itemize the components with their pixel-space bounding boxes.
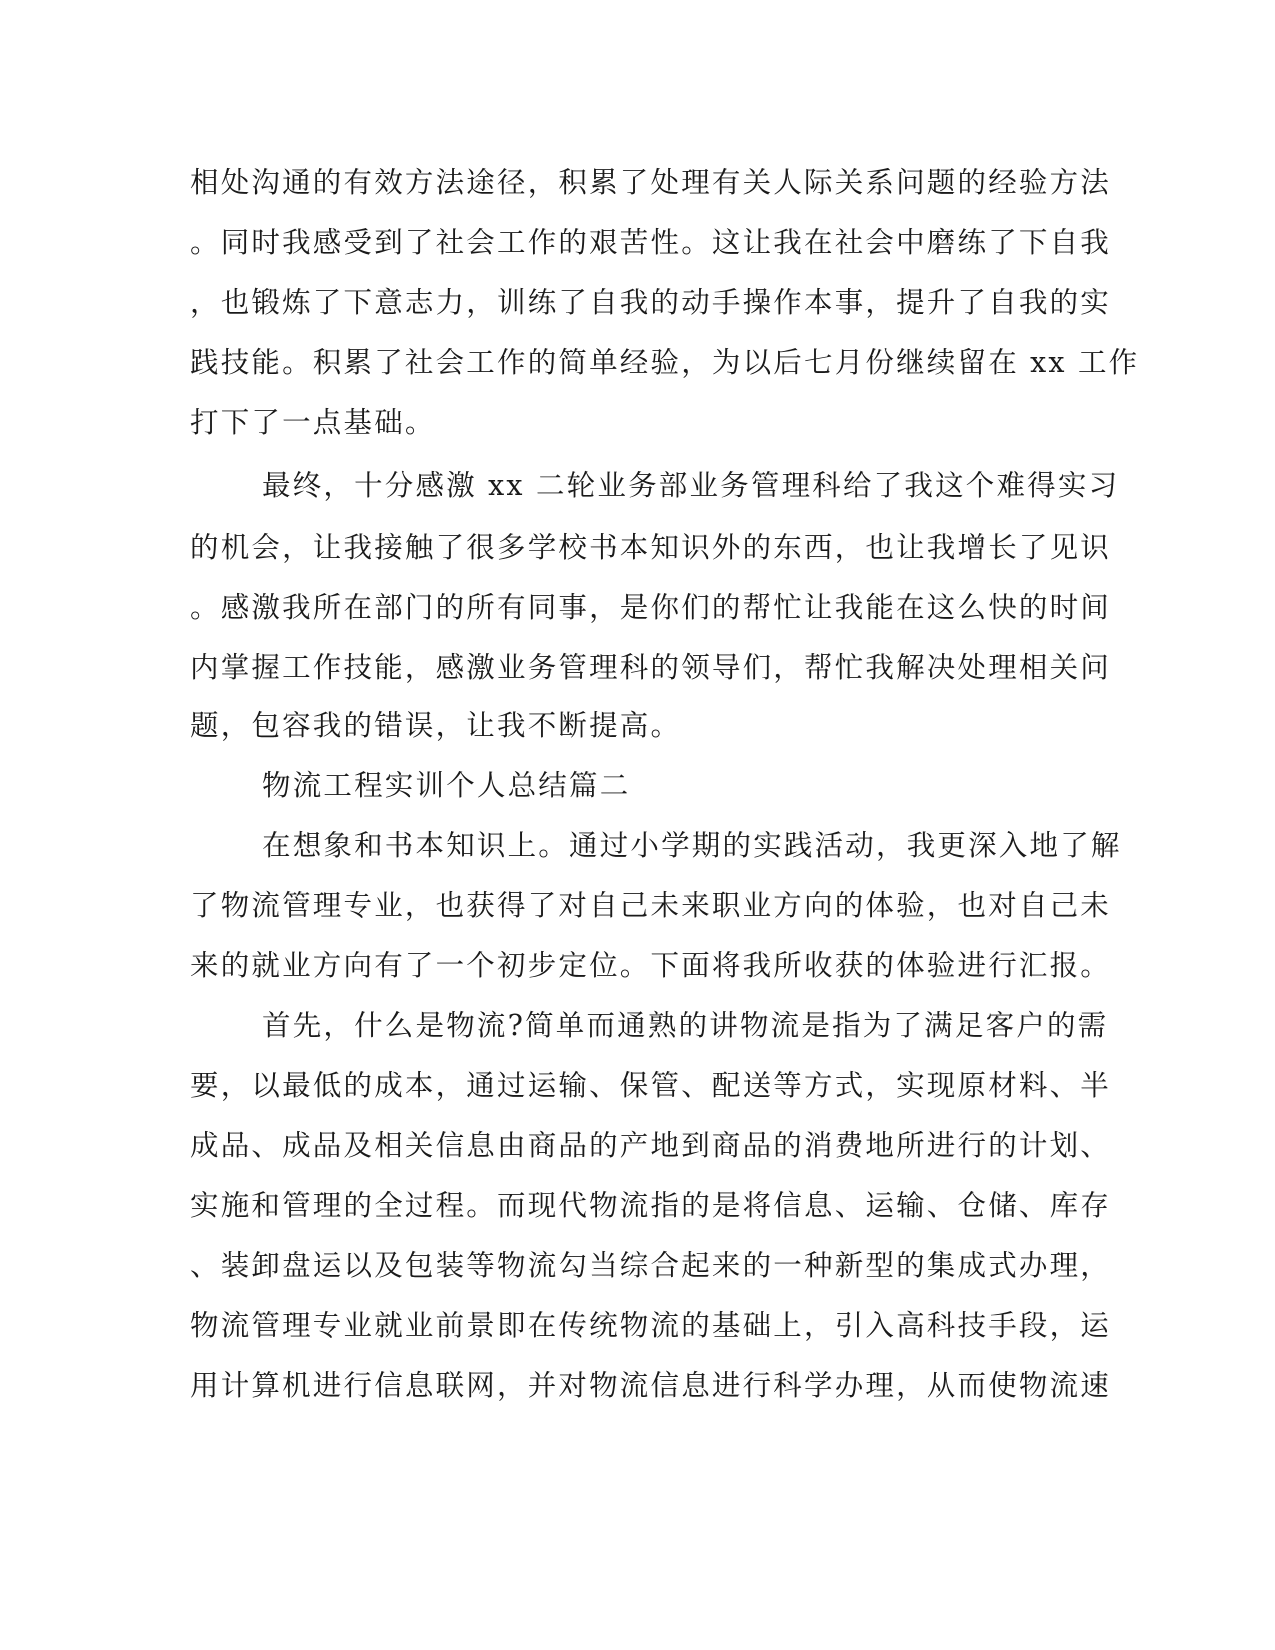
section-heading: 物流工程实训个人总结篇二 (262, 769, 631, 802)
paragraph-first-line: 首先，什么是物流?简单而通熟的讲物流是指为了满足客户的需 (262, 1009, 1109, 1042)
paragraph-first-line: 在想象和书本知识上。通过小学期的实践活动，我更深入地了解 (262, 829, 1122, 862)
text-line: 相处沟通的有效方法途径，积累了处理有关人际关系问题的经验方法 (190, 166, 1112, 199)
text-line: 了物流管理专业，也获得了对自己未来职业方向的体验，也对自己未 (190, 889, 1112, 922)
text-line: ，也锻炼了下意志力，训练了自我的动手操作本事，提升了自我的实 (190, 286, 1112, 319)
text-line: 要，以最低的成本，通过运输、保管、配送等方式，实现原材料、半 (190, 1069, 1112, 1102)
text-line: 内掌握工作技能，感激业务管理科的领导们，帮忙我解决处理相关问 (190, 651, 1112, 684)
text-line: 。感激我所在部门的所有同事，是你们的帮忙让我能在这么快的时间 (190, 591, 1112, 624)
text-line: 践技能。积累了社会工作的简单经验，为以后七月份继续留在 xx 工作 (190, 346, 1140, 379)
text-line: 的机会，让我接触了很多学校书本知识外的东西，也让我增长了见识 (190, 531, 1112, 564)
text-line: 物流管理专业就业前景即在传统物流的基础上，引入高科技手段，运 (190, 1309, 1112, 1342)
text-line: 用计算机进行信息联网，并对物流信息进行科学办理，从而使物流速 (190, 1369, 1112, 1402)
text-line: 来的就业方向有了一个初步定位。下面将我所收获的体验进行汇报。 (190, 949, 1112, 982)
text-line: 、装卸盘运以及包装等物流勾当综合起来的一种新型的集成式办理， (190, 1249, 1112, 1282)
text-line: 。同时我感受到了社会工作的艰苦性。这让我在社会中磨练了下自我 (190, 226, 1112, 259)
paragraph-first-line: 最终，十分感激 xx 二轮业务部业务管理科给了我这个难得实习 (262, 469, 1120, 502)
text-line: 题，包容我的错误，让我不断提高。 (190, 709, 682, 742)
text-line: 打下了一点基础。 (190, 406, 436, 439)
text-line: 实施和管理的全过程。而现代物流指的是将信息、运输、仓储、库存 (190, 1189, 1112, 1222)
text-line: 成品、成品及相关信息由商品的产地到商品的消费地所进行的计划、 (190, 1129, 1112, 1162)
